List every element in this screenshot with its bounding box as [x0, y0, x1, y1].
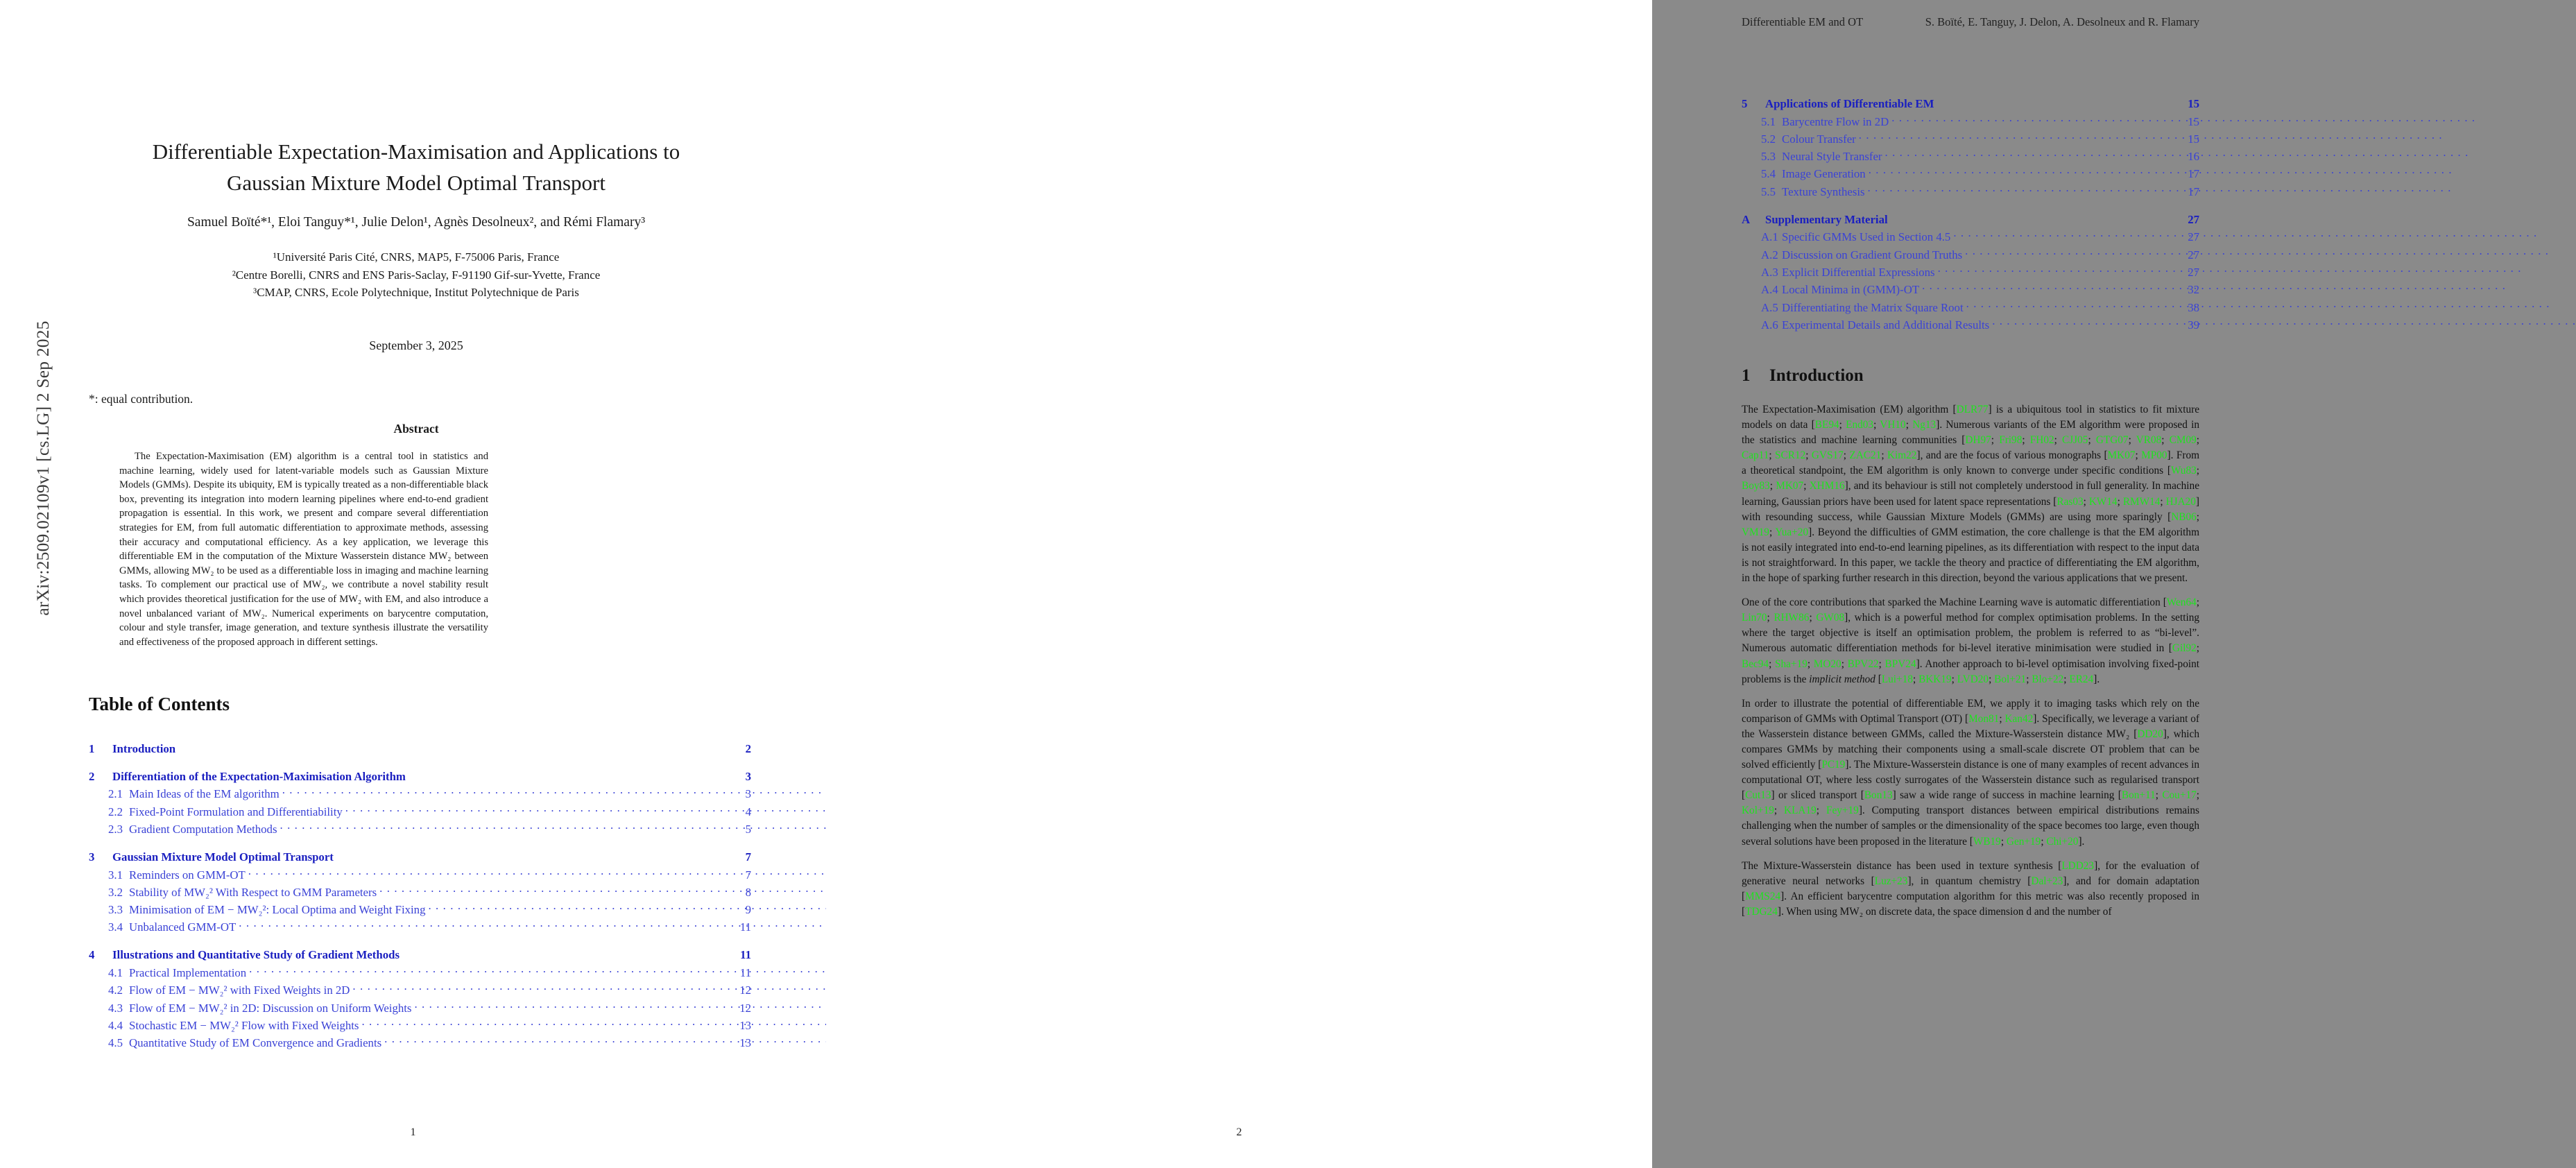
affiliation-list: [76, 248, 756, 302]
toc-leader-dots: [414, 1000, 730, 1012]
toc-entry-page: 27: [2188, 212, 2199, 226]
citation-link[interactable]: MO20: [1813, 658, 1841, 670]
citation-link[interactable]: GVS17: [1811, 449, 1844, 462]
toc-section-entry[interactable]: [89, 947, 751, 962]
toc-entry-label: Differentiation of the Expectation-Maximisation Algorithm: [112, 769, 406, 783]
citation-link[interactable]: MK07: [1776, 480, 1804, 492]
toc-heading: Table of Contents: [89, 694, 230, 714]
toc-entry-page: 11: [740, 948, 751, 962]
toc-entry-label: Colour Transfer: [1782, 132, 1856, 146]
citation-link[interactable]: FH02: [2029, 434, 2054, 447]
toc-entry-label: Barycentre Flow in 2D: [1782, 114, 1889, 128]
toc-entry-label: Local Minima in (GMM)-OT: [1782, 283, 1920, 297]
toc-entry-label: Applications of Differentiable EM: [1765, 96, 1934, 110]
toc-subsection-entry[interactable]: [89, 1035, 751, 1050]
toc-entry-number: 2.2: [108, 805, 123, 818]
toc-subsection-entry[interactable]: [1742, 317, 2199, 332]
toc-leader-dots: [1922, 282, 2179, 293]
toc-entry-number: 5: [1742, 96, 1748, 110]
toc-entry-label: Practical Implementation: [129, 966, 247, 980]
citation-link[interactable]: Chi+20: [2046, 835, 2079, 848]
citation-link[interactable]: MK07: [2107, 449, 2136, 462]
toc-subsection-entry[interactable]: [89, 920, 751, 935]
citation-link[interactable]: Wen64: [2166, 596, 2197, 609]
toc-entry-label: Stability of MW₂² With Respect to GMM Parameters: [129, 885, 377, 899]
toc-leader-dots: [1884, 148, 2179, 160]
toc-entry-number: 3.2: [108, 885, 123, 899]
toc-entry-page: 11: [739, 966, 751, 980]
toc-entry-page: 3: [745, 769, 751, 783]
citation-link[interactable]: Bon13: [1864, 789, 1893, 802]
toc-right-column: [1742, 83, 2199, 334]
section-number: 1: [1742, 366, 1751, 385]
toc-entry-number: 4.3: [108, 1001, 123, 1015]
citation-link[interactable]: Sha+19: [1774, 658, 1808, 670]
citation-link[interactable]: Dal+23: [2031, 875, 2063, 887]
toc-left-column: [89, 728, 751, 1053]
title-line-2: Gaussian Mixture Model Optimal Transport: [227, 171, 606, 195]
citation-link[interactable]: Kan42: [2004, 712, 2034, 725]
running-header-left: Differentiable EM and OT: [1742, 15, 1864, 28]
toc-entry-page: 17: [2188, 167, 2199, 181]
citation-link[interactable]: ER24: [2069, 673, 2094, 685]
citation-link[interactable]: Fey+19: [1826, 805, 1859, 817]
toc-subsection-entry[interactable]: [89, 867, 751, 882]
citation-link[interactable]: NB06: [2171, 510, 2197, 523]
toc-entry-label: Unbalanced GMM-OT: [129, 920, 237, 934]
affiliation-2: ²Centre Borelli, CNRS and ENS Paris-Saclay, F-91190 Gif-sur-Yvette, France: [232, 268, 601, 282]
toc-subsection-entry[interactable]: [89, 1017, 751, 1033]
citation-link[interactable]: Kol+19: [1742, 805, 1774, 817]
toc-leader-dots: [345, 804, 730, 816]
citation-link[interactable]: Cut13: [1745, 789, 1771, 802]
toc-subsection-entry[interactable]: [1742, 166, 2199, 182]
toc-entry-page: 16: [2188, 150, 2199, 164]
toc-subsection-entry[interactable]: [89, 821, 751, 836]
toc-entry-page: 11: [739, 920, 751, 934]
toc-leader-dots: [1992, 317, 2179, 329]
toc-subsection-entry[interactable]: [89, 965, 751, 980]
toc-entry-label: Experimental Details and Additional Results: [1782, 318, 1990, 332]
toc-leader-dots: [282, 787, 730, 798]
citation-link[interactable]: WB19: [1973, 835, 2001, 848]
toc-entry-number: 2.1: [108, 787, 123, 801]
introduction-body: [1742, 402, 2199, 929]
toc-entry-number: 4: [89, 948, 95, 962]
toc-entry-page: 27: [2188, 230, 2199, 244]
toc-subsection-entry[interactable]: [89, 1000, 751, 1015]
abstract-body: The Expectation-Maximisation (EM) algorithm is a central tool in statistics and machine learning, widely used for latent-variable models such as Gaussian Mixture Models (GMMs). Despite its ubiquity, EM is typically treated as a non-differentiable black box, preventing its integration into modern learning pipelines where end-to-end gradient propagation is essential. In this work, we present and compare several differentiation strategies for EM, from full automatic differentiation to approximate methods, assessing their accuracy and computational efficiency. As a key application, we leverage this differentiable EM in the computation of the Mixture Wasserstein distance MW₂ between GMMs, allowing MW₂ to be used as a differentiable loss in imaging and machine learning tasks. To complement our practical use of MW₂, we contribute a novel stability result which provides theoretical justification for the use of MW₂ with EM, and also introduce a novel unbalanced variant of MW₂. Numerical experiments on barycentre computation, colour and style transfer, image generation, and texture synthesis illustrate the versatility and effectiveness of the proposed approach in different settings.: [119, 451, 488, 648]
citation-link[interactable]: TDG24: [1745, 905, 1778, 918]
toc-section-entry[interactable]: [1742, 96, 2199, 111]
citation-link[interactable]: Bol+21: [1994, 673, 2027, 685]
toc-entry-label: Specific GMMs Used in Section 4.5: [1782, 230, 1951, 244]
toc-entry-label: Explicit Differential Expressions: [1782, 265, 1935, 279]
toc-entry-number: 2.3: [108, 822, 123, 836]
toc-leader-dots: [361, 1017, 730, 1029]
citation-link[interactable]: Bec94: [1742, 658, 1769, 670]
toc-entry-label: Minimisation of EM − MW₂²: Local Optima and Weight Fixing: [129, 903, 426, 917]
toc-entry-page: 9: [745, 903, 751, 917]
toc-entry-label: Image Generation: [1782, 167, 1866, 181]
paragraph: One of the core contributions that sparked the Machine Learning wave is automatic differentiation [Wen64; Lin70; RHW86; GW08], which is a powerful method for complex optimisation problems. In the setting where the target objective is itself an optimisation problem, the problem is referred to as “bi-level”. Numerous automatic differentiation methods for bi-level iterative minimisation were studied in [Gil92; Bec94; Sha+19; MO20; BPV22; BPV24]. Another approach to bi-level optimisation involving fixed-point problems is the implicit method [Lui+18; BKK19; LVD20; Bol+21; Blo+22; ER24].: [1742, 596, 2200, 685]
citation-link[interactable]: RHW86: [1774, 612, 1810, 624]
citation-link[interactable]: KLA19: [1784, 805, 1817, 817]
citation-link[interactable]: XHM16: [1809, 480, 1845, 492]
paragraph: In order to illustrate the potential of differentiable EM, we apply it to imaging tasks which rely on the comparison of GMMs with Optimal Transport (OT) [Mon81; Kan42]. Specifically, we leverage a variant of the Wasserstein distance between GMMs, called the Mixture-Wasserstein distance MW₂ [DD20], which compares GMMs by matching their components using a small-scale discrete OT problem that can be solved efficiently [PC19]. The Mixture-Wasserstein distance is one of many examples of recent advances in computational OT, where less costly surrogates of the Wasserstein distance such as regularised transport [Cut13] or sliced transport [Bon13] saw a wide range of success in machine learning [Bon+11; Cou+17; Kol+19; KLA19; Fey+19]. Computing transport distances between empirical distributions remains challenging when the number of samples or the dimensionality of the space becomes too large, even though several solutions have been proposed in the literature [WB19; Gen+19; Chi+20].: [1742, 697, 2200, 848]
citation-link[interactable]: VR08: [2136, 434, 2162, 447]
citation-link[interactable]: SCR12: [1775, 449, 1806, 462]
citation-link[interactable]: CM09: [2169, 434, 2197, 447]
toc-leader-dots: [428, 902, 730, 913]
toc-entry-number: 4.4: [108, 1018, 123, 1032]
toc-entry-number: 3.4: [108, 920, 123, 934]
toc-subsection-entry[interactable]: [89, 787, 751, 802]
toc-entry-number: 4.1: [108, 966, 123, 980]
citation-link[interactable]: DH97: [1965, 434, 1991, 447]
affiliation-1: ¹Université Paris Cité, CNRS, MAP5, F-75006 Paris, France: [273, 250, 560, 264]
page-1: [0, 0, 826, 1168]
toc-entry-number: 5.3: [1761, 150, 1776, 164]
toc-leader-dots: [1953, 230, 2179, 241]
toc-entry-number: A.1: [1761, 230, 1778, 244]
citation-link[interactable]: LVD20: [1957, 673, 1989, 685]
toc-leader-dots: [352, 983, 730, 995]
toc-subsection-entry[interactable]: [1742, 230, 2199, 245]
toc-entry-label: Fixed-Point Formulation and Differentiability: [129, 805, 343, 818]
toc-entry-label: Differentiating the Matrix Square Root: [1782, 300, 1964, 314]
citation-link[interactable]: RMW14: [2122, 495, 2161, 508]
citation-link[interactable]: Ng13: [1912, 419, 1937, 431]
title-line-1: Differentiable Expectation-Maximisation and Applications to: [152, 139, 680, 164]
toc-entry-number: A.4: [1761, 283, 1778, 297]
toc-entry-number: 5.5: [1761, 184, 1776, 198]
toc-entry-number: 4.2: [108, 984, 123, 997]
citation-link[interactable]: Gil92: [2172, 642, 2197, 655]
toc-subsection-entry[interactable]: [1742, 114, 2199, 129]
toc-subsection-entry[interactable]: [1742, 282, 2199, 297]
citation-link[interactable]: GW08: [1816, 612, 1845, 624]
toc-entry-number: A.5: [1761, 300, 1778, 314]
toc-entry-label: Reminders on GMM-OT: [129, 868, 246, 882]
toc-entry-label: Illustrations and Quantitative Study of Gradient Methods: [112, 948, 400, 962]
toc-entry-page: 12: [739, 1001, 751, 1015]
section-heading-introduction: [1742, 366, 2199, 386]
citation-link[interactable]: Lin70: [1742, 612, 1767, 624]
toc-entry-label: Gaussian Mixture Model Optimal Transport: [112, 850, 334, 864]
toc-entry-page: 12: [739, 984, 751, 997]
toc-leader-dots: [280, 821, 730, 833]
citation-link[interactable]: Luz+23: [1874, 875, 1908, 887]
toc-subsection-entry[interactable]: [89, 804, 751, 819]
citation-link[interactable]: DD20: [2137, 728, 2163, 740]
citation-link[interactable]: BPV22: [1847, 658, 1879, 670]
arxiv-stamp: arXiv:2509.02109v1 [cs.LG] 2 Sep 2025: [33, 320, 53, 616]
citation-link[interactable]: Cou+17: [2162, 789, 2197, 802]
citation-link[interactable]: Gen+19: [2006, 835, 2041, 848]
toc-entry-page: 13: [739, 1036, 751, 1050]
toc-entry-page: 2: [745, 741, 751, 755]
citation-link[interactable]: Bon+11: [2121, 789, 2156, 802]
citation-link[interactable]: HJA20: [2165, 495, 2196, 508]
citation-link[interactable]: Kim22: [1887, 449, 1917, 462]
toc-entry-label: Supplementary Material: [1765, 212, 1888, 226]
toc-leader-dots: [384, 1035, 730, 1047]
toc-entry-page: 3: [745, 787, 751, 801]
equal-contribution-note: *: equal contribution.: [89, 392, 194, 406]
toc-section-entry[interactable]: [1742, 212, 2199, 227]
toc-entry-label: Quantitative Study of EM Convergence and Gradients: [129, 1036, 382, 1050]
toc-leader-dots: [239, 920, 730, 931]
citation-link[interactable]: CJJ05: [2062, 434, 2088, 447]
citation-link[interactable]: Cap11: [1742, 449, 1769, 462]
citation-link[interactable]: MMS24: [1745, 890, 1781, 902]
citation-link[interactable]: BKK19: [1918, 673, 1952, 685]
citation-link[interactable]: ZAC21: [1849, 449, 1882, 462]
toc-subsection-entry[interactable]: [89, 902, 751, 917]
toc-entry-label: Gradient Computation Methods: [129, 822, 277, 836]
page-2: [826, 0, 2200, 1168]
toc-entry-number: 3.3: [108, 903, 123, 917]
toc-entry-number: A.3: [1761, 265, 1778, 279]
citation-link[interactable]: Blo+22: [2032, 673, 2064, 685]
paragraph: The Expectation-Maximisation (EM) algorithm [DLR77] is a ubiquitous tool in statistics to fit mixture models on data [BE94; End03; VH10; Ng13]. Numerous variants of the EM algorithm were proposed in the statistics and machine learning communities [DH97; Fri98; FH02; CJJ05; GTG07; VR08; CM09; Cap11; SCR12; GVS17; ZAC21; Kim22], and are the focus of various monographs [MK07; MP00]. From a theoretical standpoint, the EM algorithm is only known to converge under specific conditions [Wu83; Boy83; MK07; XHM16], and its behaviour is still not completely understood in full generality. In machine learning, Gaussian priors have been used for latent space representations [Ras03; KW14; RMW14; HJA20] with resounding success, while Gaussian Mixture Models (GMMs) are using more sparingly [NB06; VM19; Yua+20]. Beyond the difficulties of GMM estimation, the core challenge is that the EM algorithm is not easily integrated into end-to-end learning pipelines, as its differentiation with respect to the input data is not straightforward. In this paper, we tackle the theory and practice of differentiating the EM algorithm, in the hope of sparking further research in this direction, beyond the various applications that we present.: [1742, 404, 2200, 585]
toc-entry-page: 38: [2188, 300, 2199, 314]
toc-subsection-entry[interactable]: [89, 884, 751, 900]
toc-entry-number: 5.2: [1761, 132, 1776, 146]
section-title: Introduction: [1769, 366, 1864, 385]
toc-entry-page: 7: [745, 868, 751, 882]
toc-entry-page: 27: [2188, 248, 2199, 261]
toc-subsection-entry[interactable]: [1742, 131, 2199, 146]
toc-section-entry[interactable]: [89, 849, 751, 864]
citation-link[interactable]: MP00: [2141, 449, 2167, 462]
toc-subsection-entry[interactable]: [1742, 247, 2199, 262]
page-title: [76, 136, 756, 198]
citation-link[interactable]: VH10: [1880, 419, 1906, 431]
toc-entry-number: 4.5: [108, 1036, 123, 1050]
toc-subsection-entry[interactable]: [1742, 148, 2199, 164]
citation-link[interactable]: GTG07: [2095, 434, 2129, 447]
citation-link[interactable]: VM19: [1742, 526, 1769, 538]
toc-entry-page: 7: [745, 850, 751, 864]
toc-entry-label: Stochastic EM − MW₂² Flow with Fixed Weights: [129, 1018, 359, 1032]
citation-link[interactable]: Boy83: [1742, 480, 1770, 492]
toc-entry-page: 13: [739, 1018, 751, 1032]
running-header-right: S. Boïté, E. Tanguy, J. Delon, A. Desolneux and R. Flamary: [1925, 15, 2199, 28]
toc-leader-dots: [249, 965, 730, 977]
toc-entry-page: 15: [2188, 96, 2199, 110]
toc-subsection-entry[interactable]: [1742, 264, 2199, 280]
citation-link[interactable]: Yua+20: [1775, 526, 1809, 538]
toc-entry-label: Flow of EM − MW₂² with Fixed Weights in 2D: [129, 984, 350, 997]
toc-entry-number: 3: [89, 850, 95, 864]
citation-link[interactable]: BE94: [1814, 419, 1839, 431]
toc-entry-number: 5.1: [1761, 114, 1776, 128]
toc-entry-label: Texture Synthesis: [1782, 184, 1865, 198]
toc-entry-number: A.2: [1761, 248, 1778, 261]
toc-entry-number: 2: [89, 769, 95, 783]
folio-page-2: 2: [1236, 1126, 1242, 1138]
citation-link[interactable]: Mon81: [1968, 712, 2000, 725]
toc-entry-page: 27: [2188, 265, 2199, 279]
citation-link[interactable]: Wu83: [2170, 465, 2197, 477]
toc-subsection-entry[interactable]: [1742, 184, 2199, 199]
toc-entry-number: 5.4: [1761, 167, 1776, 181]
toc-entry-label: Main Ideas of the EM algorithm: [129, 787, 280, 801]
toc-entry-page: 15: [2188, 114, 2199, 128]
toc-subsection-entry[interactable]: [89, 983, 751, 998]
toc-entry-label: Discussion on Gradient Ground Truths: [1782, 248, 1963, 261]
toc-entry-page: 4: [745, 805, 751, 818]
toc-entry-label: Introduction: [112, 741, 176, 755]
toc-leader-dots: [1966, 300, 2179, 311]
toc-entry-number: A: [1742, 212, 1751, 226]
toc-entry-page: 32: [2188, 283, 2199, 297]
toc-leader-dots: [379, 884, 730, 896]
citation-link[interactable]: KW14: [2088, 495, 2118, 508]
toc-section-entry[interactable]: [89, 768, 751, 784]
author-list: Samuel Boïté*¹, Eloi Tanguy*¹, Julie Delon¹, Agnès Desolneux², and Rémi Flamary³: [187, 215, 646, 230]
citation-link[interactable]: Fri98: [1999, 434, 2023, 447]
toc-entry-page: 8: [745, 885, 751, 899]
citation-link[interactable]: PC19: [1821, 759, 1846, 771]
toc-section-entry[interactable]: [89, 741, 751, 756]
toc-leader-dots: [1891, 114, 2179, 126]
folio-page-1: 1: [410, 1126, 416, 1138]
affiliation-3: ³CMAP, CNRS, Ecole Polytechnique, Institut Polytechnique de Paris: [253, 286, 579, 299]
citation-link[interactable]: Ras03: [2056, 495, 2084, 508]
toc-entry-number: A.6: [1761, 318, 1778, 332]
citation-link[interactable]: BPV24: [1884, 658, 1916, 670]
toc-entry-label: Neural Style Transfer: [1782, 150, 1882, 164]
citation-link[interactable]: End03: [1846, 419, 1874, 431]
toc-leader-dots: [1869, 166, 2179, 178]
citation-link[interactable]: LDD23: [2061, 859, 2095, 872]
toc-entry-page: 15: [2188, 132, 2199, 146]
toc-leader-dots: [1859, 131, 2179, 143]
toc-leader-dots: [1938, 264, 2179, 276]
toc-entry-number: 1: [89, 741, 95, 755]
toc-leader-dots: [1868, 184, 2179, 196]
citation-link[interactable]: Lui+18: [1881, 673, 1913, 685]
toc-entry-page: 5: [745, 822, 751, 836]
publication-date: September 3, 2025: [369, 338, 463, 352]
emphasis-text: implicit method: [1809, 673, 1875, 685]
paragraph: The Mixture-Wasserstein distance has been used in texture synthesis [LDD23], for the evaluation of generative neural networks [Luz+23], in quantum chemistry [Dal+23], and for domain adaptation [MMS24]. An efficient barycentre computation algorithm for this metric was also recently proposed in [TDG24]. When using MW₂ on discrete data, the space dimension d and the number of: [1742, 859, 2200, 918]
toc-entry-label: Flow of EM − MW₂² in 2D: Discussion on Uniform Weights: [129, 1001, 412, 1015]
toc-leader-dots: [248, 867, 730, 879]
toc-entry-number: 3.1: [108, 868, 123, 882]
running-header: [1742, 15, 2199, 29]
citation-link[interactable]: DLR77: [1956, 404, 1989, 415]
toc-entry-page: 17: [2188, 184, 2199, 198]
abstract-heading: Abstract: [393, 422, 439, 436]
toc-subsection-entry[interactable]: [1742, 300, 2199, 315]
toc-leader-dots: [1965, 247, 2179, 259]
toc-entry-page: 39: [2188, 318, 2199, 332]
